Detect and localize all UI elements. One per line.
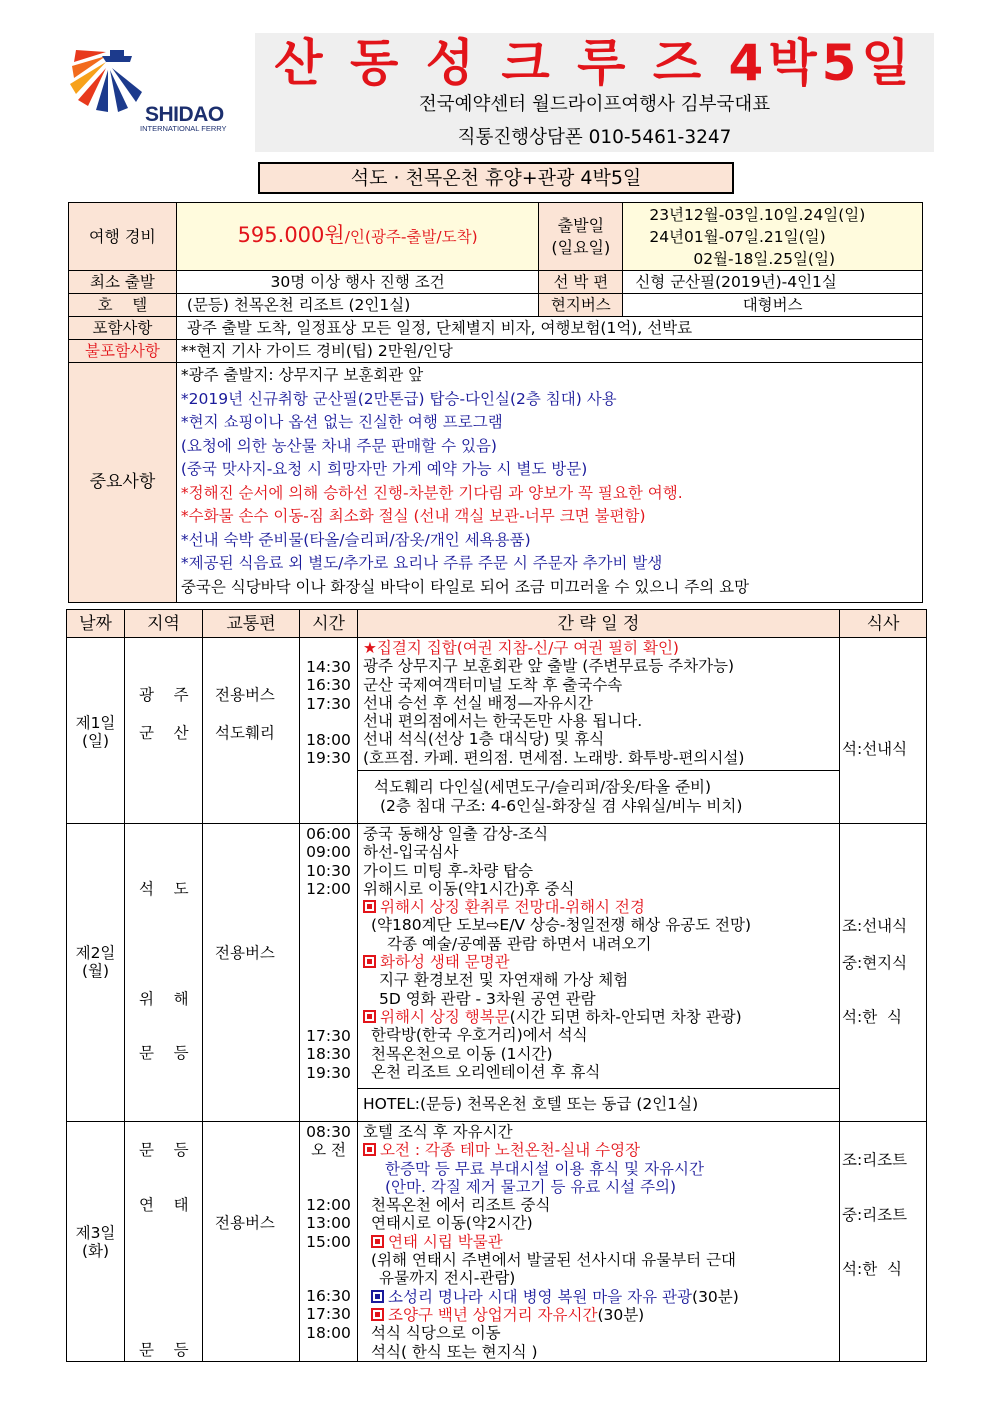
square-bullet-icon bbox=[371, 1290, 384, 1303]
day1-items bbox=[363, 639, 744, 767]
date-line: 02월-18일.25일(일) bbox=[693, 249, 836, 268]
note-line: *광주 출발지: 상무지구 보훈회관 앞 bbox=[180, 366, 424, 384]
itinerary-item: 한증막 등 무료 부대시설 이용 휴식 및 자유시간 bbox=[385, 1159, 704, 1178]
itinerary-item: 지구 환경보전 및 자연재해 가상 체험 bbox=[379, 971, 629, 990]
day3-date: 제3일 (화) bbox=[75, 1224, 116, 1261]
time-entry: 15:00 bbox=[306, 1232, 351, 1251]
itinerary-item: 중국 동해상 일출 감상-조식 bbox=[363, 825, 549, 843]
note-line: *2019년 신규취항 군산필(2만톤급) 탑승-다인실(2층 침대) 사용 bbox=[180, 389, 617, 408]
region-label: 군 산 bbox=[139, 724, 189, 742]
day2-times-am bbox=[300, 825, 357, 898]
header-banner bbox=[255, 33, 934, 152]
time-entry: 18:00 bbox=[306, 731, 351, 750]
square-bullet-icon bbox=[371, 1235, 384, 1248]
date-line: 23년12월-03일.10일.24일(일) bbox=[649, 205, 866, 224]
itinerary-item: (호프점. 카페. 편의점. 면세점. 노래방. 화투방-편의시설) bbox=[363, 748, 745, 767]
note-line: *수화물 손수 이동-짐 최소화 절실 (선내 객실 보관-너무 크면 불편함) bbox=[180, 507, 646, 525]
itinerary-item: ★집결지 집합(여권 지참-신/구 여권 필히 확인) bbox=[363, 639, 679, 657]
min-label: 최소 출발 bbox=[69, 271, 177, 294]
itinerary-item: 위해시 상징 행복문(시간 되면 하차-안되면 차창 관광) bbox=[363, 1008, 751, 1026]
day2-itinerary-cell bbox=[358, 824, 840, 1122]
day1-date: 제1일 (일) bbox=[75, 714, 116, 751]
excl-label: 불포함사항 bbox=[69, 340, 177, 363]
day3-region-cell bbox=[125, 1122, 203, 1362]
day3-date-cell bbox=[67, 1122, 125, 1362]
time-entry: 10:30 bbox=[306, 861, 351, 880]
region-label: 석 도 bbox=[139, 880, 189, 898]
itinerary-item: (안마. 각질 제거 물고기 등 유료 시설 주의) bbox=[385, 1177, 677, 1196]
note-line: 중국은 식당바닥 이나 화장실 바닥이 타일로 되어 조금 미끄러울 수 있으니 주의 요망 bbox=[180, 577, 750, 596]
region-label: 광 주 bbox=[139, 686, 189, 704]
bus-label: 현지버스 bbox=[539, 294, 623, 317]
day3-time-cell bbox=[300, 1122, 358, 1362]
incl-label: 포함사항 bbox=[69, 317, 177, 340]
day2-meal-cell bbox=[840, 824, 927, 1122]
itinerary-item: 선내 석식(선상 1층 대식당) 및 휴식 bbox=[363, 730, 605, 749]
hotel-label: 호 텔 bbox=[69, 294, 177, 317]
day1-boat-note: 석도훼리 다인실(세면도구/슬리퍼/잠옷/타올 준비) bbox=[374, 778, 712, 796]
page-title: 산 동 성 크 루 즈 4박5일 bbox=[274, 34, 915, 92]
itinerary-item: 천목온천으로 이동 (1시간) bbox=[371, 1044, 553, 1063]
itinerary-item: 선내 편의점에서는 한국돈만 사용 됩니다. bbox=[363, 712, 643, 731]
day3-transport-cell bbox=[203, 1122, 300, 1362]
col-header-time: 시간 bbox=[300, 610, 358, 638]
incl-value: 광주 출발 도착, 일정표상 모든 일정, 단체별지 비자, 여행보험(1억), 선박료 bbox=[176, 317, 922, 340]
itinerary-item: 오전 : 각종 테마 노천온천-실내 수영장 bbox=[363, 1141, 739, 1159]
ship-label: 선 박 편 bbox=[539, 271, 623, 294]
day2-times-pm bbox=[300, 1027, 357, 1082]
itinerary-item: 위해시 상징 환취루 전망대-위해시 전경 bbox=[363, 898, 751, 916]
ferry-logo-icon bbox=[66, 44, 146, 120]
itinerary-item: 천목온천 에서 리조트 중식 bbox=[371, 1196, 551, 1215]
square-bullet-icon bbox=[363, 1010, 376, 1023]
col-header-region: 지역 bbox=[125, 610, 203, 638]
col-header-itinerary: 간 략 일 정 bbox=[358, 610, 840, 638]
cost-cell bbox=[176, 203, 538, 271]
time-entry: 오 전 bbox=[311, 1141, 346, 1160]
note-line: (중국 맛사지-요청 시 희망자만 가게 예약 가능 시 별도 방문) bbox=[180, 460, 588, 478]
square-bullet-icon bbox=[371, 1308, 384, 1321]
day1-itinerary-cell bbox=[358, 638, 840, 824]
itinerary-item: 각종 예술/공예품 관람 하면서 내려오기 bbox=[387, 934, 652, 953]
bus-value: 대형버스 bbox=[623, 294, 923, 317]
depart-label: 출발일 (일요일) bbox=[539, 203, 623, 271]
day2-date: 제2일 (월) bbox=[75, 944, 116, 981]
transport-label: 전용버스 bbox=[215, 686, 275, 704]
itinerary-item: 석식( 한식 또는 현지식 ) bbox=[371, 1342, 538, 1361]
day1-times bbox=[300, 658, 357, 768]
itinerary-item: 위해시로 이동(약1시간)후 중식 bbox=[363, 879, 575, 898]
itinerary-item: 연태시로 이동(약2시간) bbox=[371, 1214, 533, 1233]
transport-label: 전용버스 bbox=[215, 944, 275, 962]
time-entry: 16:30 bbox=[306, 1287, 351, 1305]
itinerary-item: 한락방(한국 우호거리)에서 석식 bbox=[371, 1026, 588, 1045]
time-entry: 08:30 bbox=[306, 1123, 351, 1141]
phone-line: 직통진행상담폰 010-5461-3247 bbox=[457, 127, 732, 148]
notes-label: 중요사항 bbox=[69, 363, 177, 603]
itinerary-item: 소성리 명나라 시대 병영 복원 마을 자유 관광(30분) bbox=[363, 1288, 739, 1306]
day2-date-cell bbox=[67, 824, 125, 1122]
time-entry: 06:00 bbox=[306, 825, 351, 843]
day2-row bbox=[67, 824, 927, 1122]
itinerary-item: 연태 시립 박물관 bbox=[363, 1233, 739, 1251]
day1-boat-note: (2층 침대 구조: 4-6인실-화장실 겸 샤워실/비누 비치) bbox=[380, 797, 743, 815]
day1-region-cell bbox=[125, 638, 203, 824]
divider bbox=[358, 1088, 839, 1089]
cost-label: 여행 경비 bbox=[69, 203, 177, 271]
time-entry: 16:30 bbox=[306, 676, 351, 695]
meal-label: 중:현지식 bbox=[842, 954, 908, 972]
time-entry: 12:00 bbox=[306, 1196, 351, 1214]
itinerary-item: (위해 연태시 주변에서 발굴된 선사시대 유물부터 근대 bbox=[371, 1251, 737, 1270]
itinerary-item: 호텔 조식 후 자유시간 bbox=[363, 1123, 513, 1141]
itinerary-item: 온천 리조트 오리엔테이션 후 휴식 bbox=[371, 1062, 601, 1081]
square-bullet-icon bbox=[363, 900, 376, 913]
day1-time-cell bbox=[300, 638, 358, 824]
cost-value: 595.000원 bbox=[237, 223, 345, 247]
square-bullet-icon bbox=[363, 1143, 376, 1156]
col-header-meal: 식사 bbox=[840, 610, 927, 638]
note-line: (요청에 의한 농산물 차내 주문 판매할 수 있음) bbox=[180, 436, 497, 455]
day2-hotel-note: HOTEL:(문등) 천목온천 호텔 또는 동급 (2인1실) bbox=[363, 1095, 699, 1113]
time-entry: 09:00 bbox=[306, 843, 351, 862]
col-header-transport: 교통편 bbox=[203, 610, 300, 638]
time-entry: 13:00 bbox=[306, 1214, 351, 1233]
region-label: 위 해 bbox=[139, 990, 189, 1008]
meal-label: 조:리조트 bbox=[842, 1151, 908, 1169]
region-label: 문 등 bbox=[139, 1141, 189, 1159]
time-entry: 19:30 bbox=[306, 749, 351, 768]
time-entry: 17:30 bbox=[306, 1027, 351, 1045]
day1-date-cell bbox=[67, 638, 125, 824]
itinerary-item: 조양구 백년 상업거리 자유시간(30분) bbox=[363, 1306, 739, 1324]
itinerary-item: 화하성 생태 문명관 bbox=[363, 953, 751, 971]
square-bullet-icon bbox=[363, 955, 376, 968]
time-entry: 17:30 bbox=[306, 1305, 351, 1324]
col-header-date: 날짜 bbox=[67, 610, 125, 638]
day3-itinerary-cell bbox=[358, 1122, 840, 1362]
meal-label: 석:선내식 bbox=[842, 740, 908, 758]
region-label: 문 등 bbox=[139, 1044, 189, 1062]
day2-time-cell bbox=[300, 824, 358, 1122]
ship-value: 신형 군산필(2019년)-4인1실 bbox=[623, 271, 923, 294]
day3-times-mid bbox=[300, 1196, 357, 1251]
note-line: *제공된 식음료 외 별도/추가로 요리나 주류 주문 시 주문자 추가비 발생 bbox=[180, 554, 663, 572]
transport-label: 석도훼리 bbox=[215, 724, 275, 742]
day2-region-cell bbox=[125, 824, 203, 1122]
min-value: 30명 이상 행사 진행 조건 bbox=[176, 271, 538, 294]
day3-times-pm bbox=[300, 1287, 357, 1342]
dates-cell bbox=[623, 203, 923, 271]
notes-cell bbox=[176, 363, 922, 603]
time-entry: 14:30 bbox=[306, 658, 351, 676]
itinerary-item: (약180계단 도보⇨E/V 상승-청일전쟁 해상 유공도 전망) bbox=[371, 916, 752, 935]
transport-label: 전용버스 bbox=[215, 1214, 275, 1232]
note-line: *정해진 순서에 의해 승하선 진행-차분한 기다림 과 양보가 꼭 필요한 여행. bbox=[180, 483, 683, 502]
excl-value: **현지 기사 가이드 경비(팁) 2만원/인당 bbox=[176, 340, 922, 363]
itinerary-item: 5D 영화 관람 - 3차원 공연 관람 bbox=[379, 989, 596, 1008]
region-label: 연 태 bbox=[139, 1196, 189, 1214]
itinerary-item: 광주 상무지구 보훈회관 앞 출발 (주변무료등 주차가능) bbox=[363, 657, 735, 676]
time-entry: 18:00 bbox=[306, 1323, 351, 1342]
day2-items bbox=[363, 825, 751, 1081]
info-table bbox=[68, 202, 923, 603]
day1-meal-cell bbox=[840, 638, 927, 824]
itinerary-item: 군산 국제여객터미널 도착 후 출국수속 bbox=[363, 675, 623, 694]
date-line: 24년01월-07일.21일(일) bbox=[649, 227, 826, 246]
divider bbox=[358, 770, 839, 771]
schedule-table bbox=[66, 609, 927, 1362]
time-entry: 17:30 bbox=[306, 694, 351, 713]
day3-meal-cell bbox=[840, 1122, 927, 1362]
day3-row bbox=[67, 1122, 927, 1362]
tour-subtitle: 석도 · 천목온천 휴양+관광 4박5일 bbox=[258, 162, 734, 194]
time-entry: 12:00 bbox=[306, 879, 351, 898]
meal-label: 중:리조트 bbox=[842, 1206, 908, 1224]
day2-transport-cell bbox=[203, 824, 300, 1122]
hotel-value: (문등) 천목온천 리조트 (2인1실) bbox=[176, 294, 538, 317]
day1-transport-cell bbox=[203, 638, 300, 824]
meal-label: 조:선내식 bbox=[842, 917, 908, 935]
day1-row bbox=[67, 638, 927, 824]
day3-times-am bbox=[300, 1123, 357, 1160]
note-line: *현지 쇼핑이나 옵션 없는 진실한 여행 프로그램 bbox=[180, 413, 503, 431]
time-entry bbox=[300, 713, 357, 731]
itinerary-item: 가이드 미팅 후-차량 탑승 bbox=[363, 861, 534, 880]
itinerary-item: 하선-입국심사 bbox=[363, 843, 459, 862]
time-entry: 19:30 bbox=[306, 1063, 351, 1082]
logo-name: SHIDAO bbox=[145, 103, 224, 126]
time-entry: 18:30 bbox=[306, 1045, 351, 1064]
itinerary-item: 유물까지 전시-관람) bbox=[379, 1269, 516, 1288]
itinerary-item: 석식 식당으로 이동 bbox=[371, 1324, 501, 1343]
meal-label: 석:한 식 bbox=[842, 1260, 902, 1278]
logo-tagline: INTERNATIONAL FERRY bbox=[140, 124, 227, 133]
note-line: *선내 숙박 준비물(타올/슬리퍼/잠옷/개인 세욕용품) bbox=[180, 530, 531, 549]
region-label: 문 등 bbox=[139, 1341, 189, 1359]
agency-line: 전국예약센터 월드라이프여행사 김부국대표 bbox=[418, 94, 771, 115]
meal-label: 석:한 식 bbox=[842, 1008, 902, 1026]
day3-items bbox=[363, 1123, 739, 1361]
itinerary-item: 선내 승선 후 선실 배정—자유시간 bbox=[363, 693, 593, 712]
cost-suffix: /인(광주-출발/도착) bbox=[344, 228, 478, 246]
